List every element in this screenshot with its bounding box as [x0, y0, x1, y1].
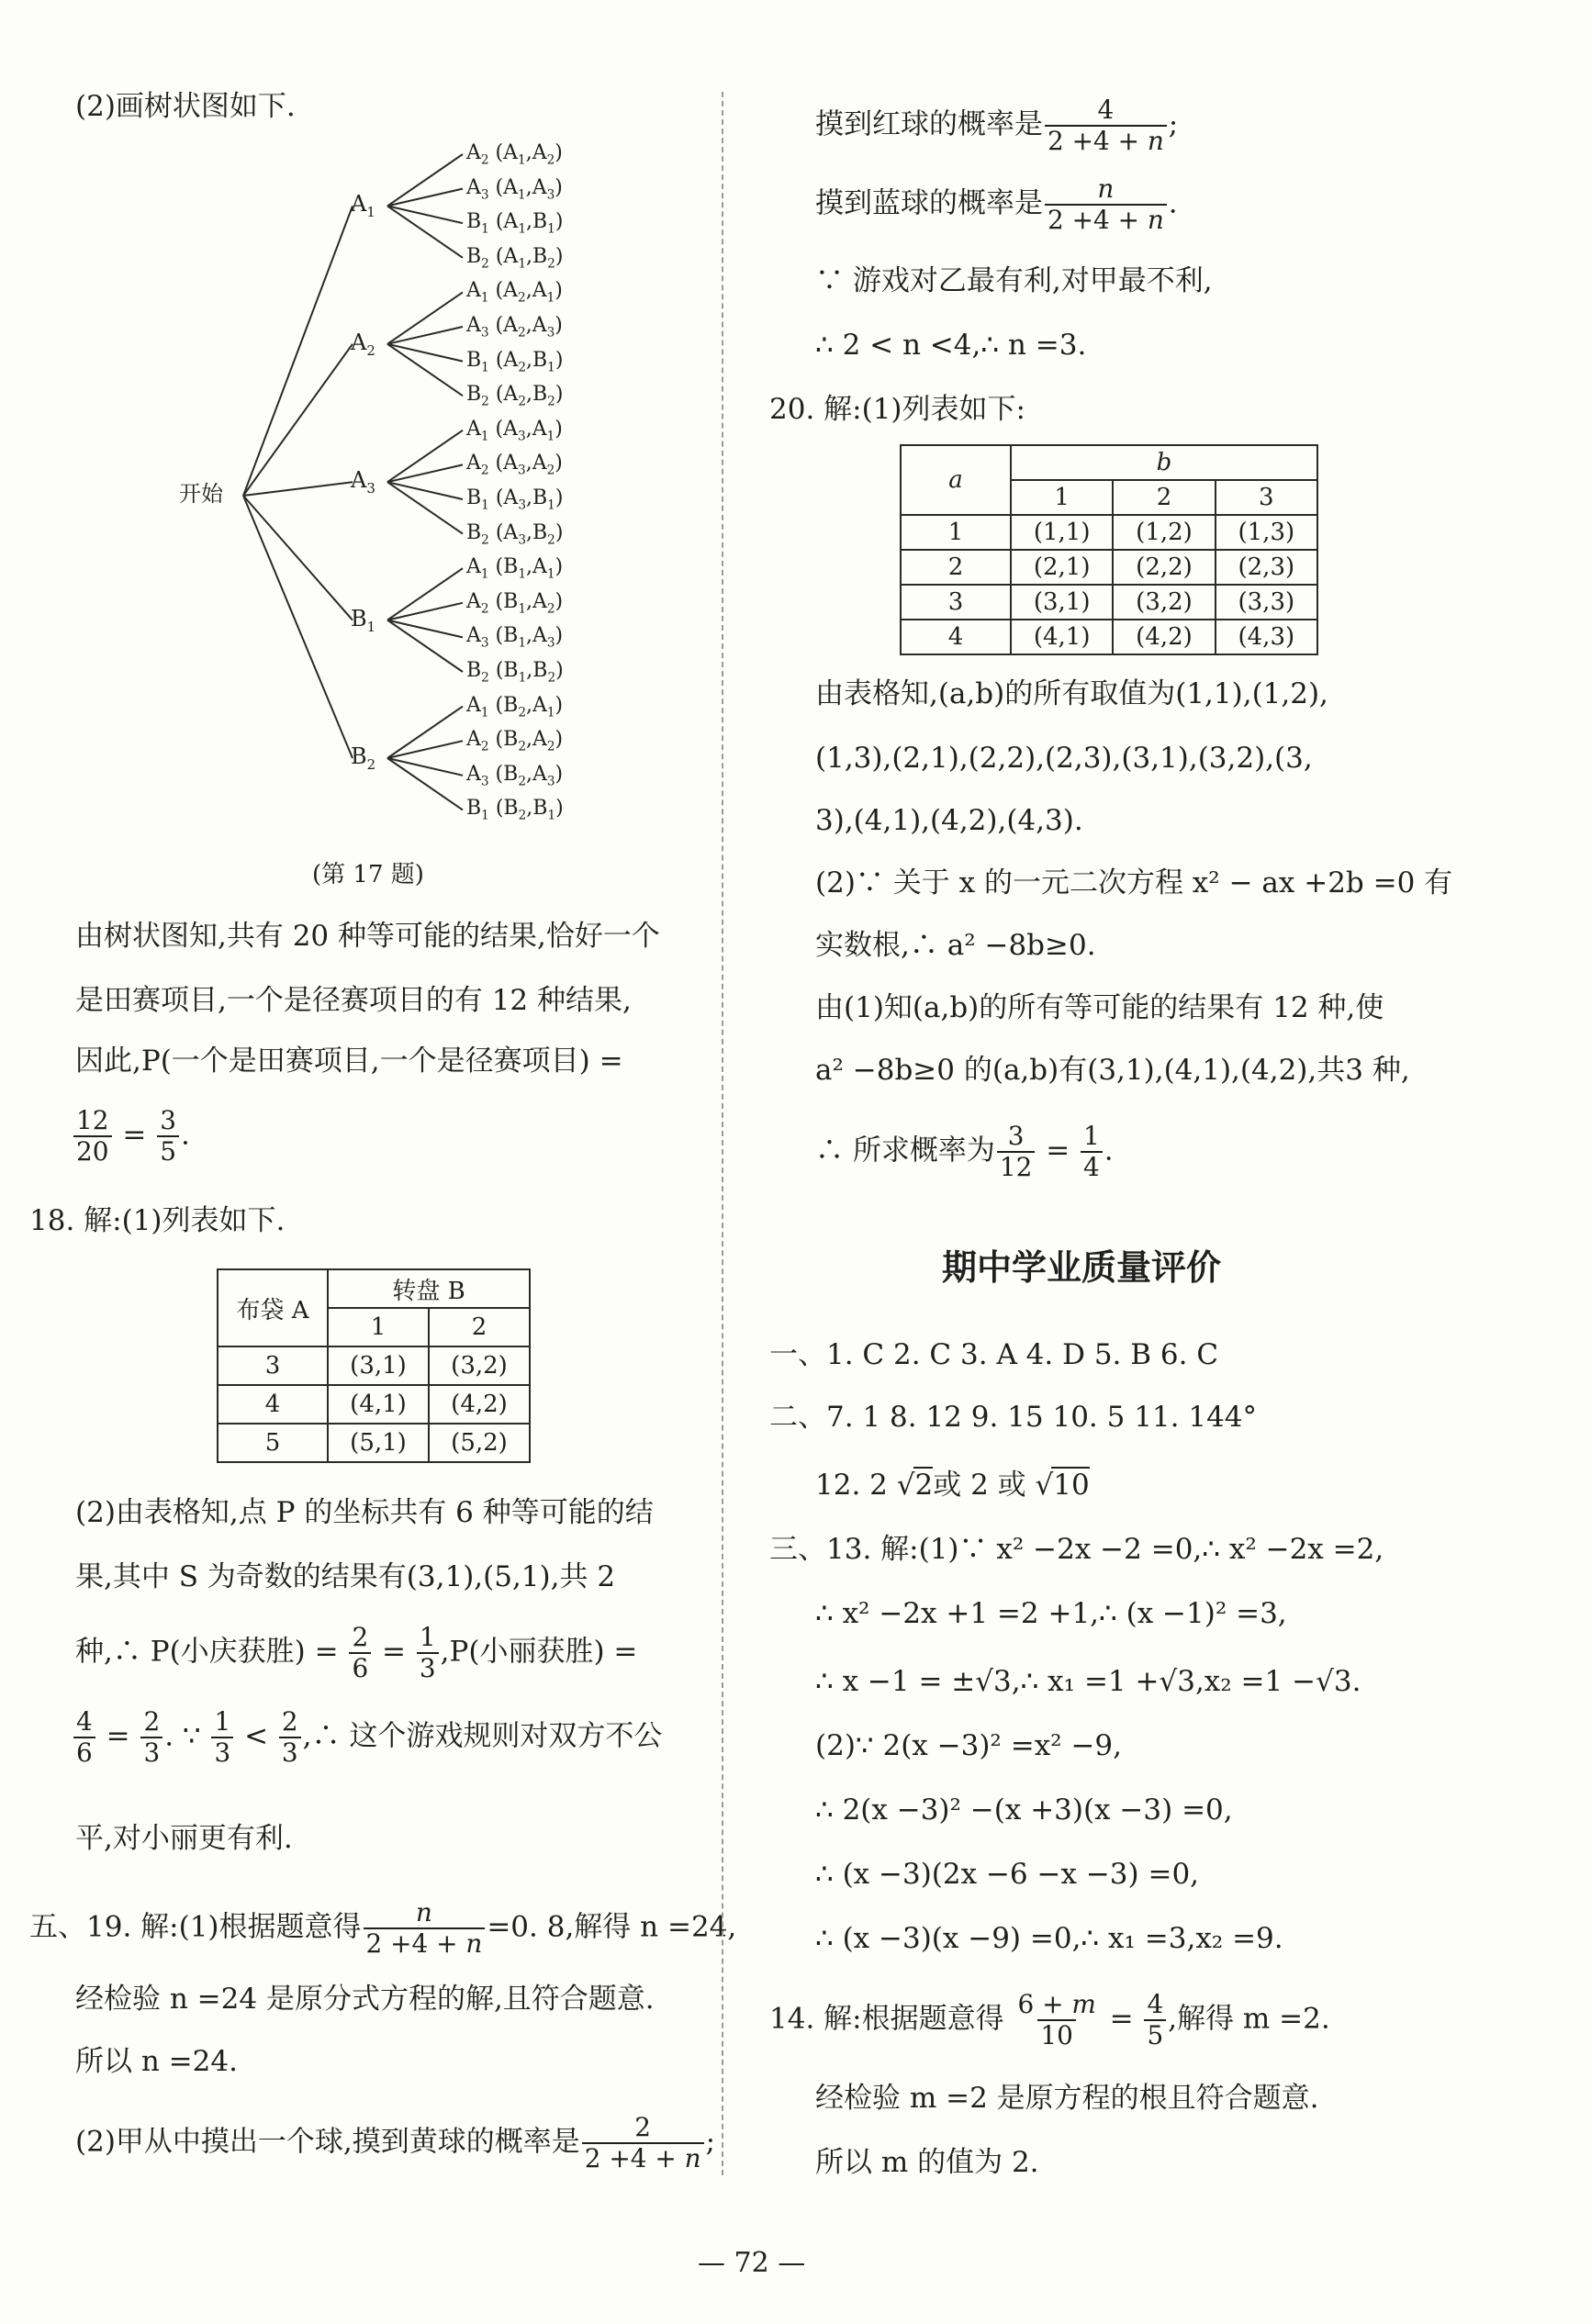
- table-col-header: 1: [328, 1308, 429, 1346]
- column-divider: [722, 92, 723, 2175]
- p18-line3: 种,∴ P(小庆获胜) = $\frac{2}{6}$ = $\frac{1}{3}$ ,P(小丽获胜) =: [75, 1622, 638, 1684]
- p20-line4: (2)∵ 关于 x 的一元二次方程 x² − ax +2b =0 有: [815, 866, 1453, 899]
- p14-line2: 经检验 m =2 是原方程的根且符合题意.: [815, 2082, 1319, 2115]
- p17-result: $\frac{12}{20}$ = $\frac{3}{5}$ .: [72, 1106, 190, 1167]
- tree-leaf: $B_2$ $(A_1,B_2)$: [466, 244, 564, 272]
- tree-branch-line: [243, 206, 353, 496]
- tree-leaf: $A_2$ $(B_2,A_2)$: [466, 728, 564, 754]
- p18-line5: 平,对小丽更有利.: [75, 1822, 293, 1855]
- p20-head: 20. 解:(1)列表如下:: [769, 393, 1025, 426]
- tree-branch-line: [243, 496, 353, 758]
- table-row: 4 (4,1) (4,2): [218, 1385, 530, 1424]
- tree-node: $B_2$: [351, 743, 376, 773]
- p17-line1: 由树状图知,共有 20 种等可能的结果,恰好一个: [75, 920, 660, 953]
- p17-line2: 是田赛项目,一个是径赛项目的有 12 种结果,: [75, 984, 632, 1017]
- tree-leaf: $A_2$ $(B_1,A_2)$: [466, 589, 564, 617]
- answers-2: 二、7. 1 8. 12 9. 15 10. 5 11. 144°: [769, 1401, 1258, 1434]
- r-line3: ∵ 游戏对乙最有利,对甲最不利,: [815, 264, 1213, 297]
- tree-leaf: $B_1$ $(B_2,B_1)$: [466, 797, 564, 823]
- table-row: 2 (2,1) (2,2) (2,3): [901, 550, 1317, 585]
- tree-leaf: $A_2$ $(A_1,A_2)$: [466, 141, 563, 168]
- tree-node: $A_3$: [351, 467, 375, 497]
- tree-leaf: $A_3$ $(B_2,A_3)$: [466, 762, 564, 789]
- p20-line3: 3),(4,1),(4,2),(4,3).: [815, 804, 1083, 837]
- fraction: $\frac{12}{20}$: [73, 1106, 112, 1167]
- table-top-header: b: [1011, 445, 1317, 480]
- fraction: $\frac{3}{5}$: [157, 1106, 179, 1167]
- p18-line1: (2)由表格知,点 P 的坐标共有 6 种等可能的结: [75, 1496, 654, 1529]
- p17-line3: 因此,P(一个是田赛项目,一个是径赛项目) =: [75, 1045, 623, 1078]
- p19-line1: 五、19. 解:(1)根据题意得 $\frac{n}{2 +4 + n}$ =0. 8,解得 n =24,: [29, 1897, 737, 1960]
- tree-leaf: $A_3$ $(A_1,A_3)$: [466, 175, 563, 202]
- tree-leaf: $B_1$ $(A_1,B_1)$: [466, 210, 564, 237]
- answers-1: 一、1. C 2. C 3. A 4. D 5. B 6. C: [769, 1338, 1219, 1371]
- p14-line1: 14. 解:根据题意得 $\frac{6 + m}{10}$ = $\frac{4}{5}$ ,解得 m =2.: [769, 1989, 1330, 2051]
- p18-line4: $\frac{4}{6}$ = $\frac{2}{3}$ . ∵ $\frac{1}{3}$ < $\frac{2}{3}$ ,∴ 这个游戏规则对双方不公: [72, 1707, 662, 1768]
- p19-line2: 经检验 n =24 是原分式方程的解,且符合题意.: [75, 1983, 655, 2016]
- table-row: 1 (1,1) (1,2) (1,3): [901, 515, 1317, 550]
- table-18: [217, 1268, 531, 1463]
- tree-node: $B_1$: [351, 605, 376, 635]
- section-heading: 期中学业质量评价: [942, 1247, 1222, 1288]
- tree-leaf: $A_3$ $(B_1,A_3)$: [466, 624, 564, 651]
- answers-3: 12. 2 √2或 2 或 √10: [815, 1469, 1090, 1502]
- tree-branch-line: [243, 344, 353, 496]
- table-row: 3 (3,1) (3,2) (3,3): [901, 585, 1317, 620]
- r-line1: 摸到红球的概率是 $\frac{4}{2 +4 + n}$ ;: [815, 95, 1179, 157]
- tree-leaf: $A_2$ $(A_3,A_2)$: [466, 452, 563, 478]
- tree-leaf: $A_1$ $(A_3,A_1)$: [466, 417, 563, 444]
- p13-line7: ∴ (x −3)(x −9) =0,∴ x₁ =3,x₂ =9.: [815, 1922, 1283, 1955]
- p13-line2: ∴ x² −2x +1 =2 +1,∴ (x −1)² =3,: [815, 1597, 1287, 1630]
- table-corner: 布袋 A: [218, 1269, 328, 1346]
- p13-line5: ∴ 2(x −3)² −(x +3)(x −3) =0,: [815, 1793, 1233, 1827]
- tree-leaf: $A_3$ $(A_2,A_3)$: [466, 314, 563, 341]
- p17-intro: (2)画树状图如下.: [75, 90, 296, 123]
- p14-line3: 所以 m 的值为 2.: [815, 2146, 1039, 2179]
- p20-line5: 实数根,∴ a² −8b≥0.: [815, 929, 1096, 962]
- tree-caption: (第 17 题): [312, 861, 424, 888]
- table-col-header: 2: [429, 1308, 530, 1346]
- table-row: 5 (5,1) (5,2): [218, 1424, 530, 1462]
- p20-line8: ∴ 所求概率为 $\frac{3}{12}$ = $\frac{1}{4}$ .: [815, 1121, 1114, 1183]
- table-corner: a: [901, 445, 1011, 515]
- tree-leaf: $A_1$ $(B_2,A_1)$: [466, 693, 564, 720]
- p20-line6: 由(1)知(a,b)的所有等可能的结果有 12 种,使: [815, 991, 1384, 1024]
- p13-line1: 三、13. 解:(1)∵ x² −2x −2 =0,∴ x² −2x =2,: [769, 1533, 1384, 1566]
- tree-leaf: $B_2$ $(A_2,B_2)$: [466, 383, 564, 409]
- tree-leaf: $B_2$ $(A_3,B_2)$: [466, 520, 564, 547]
- r-line2: 摸到蓝球的概率是 $\frac{n}{2 +4 + n}$ .: [815, 173, 1178, 236]
- p20-line1: 由表格知,(a,b)的所有取值为(1,1),(1,2),: [815, 677, 1328, 710]
- p19-line4: (2)甲从中摸出一个球,摸到黄球的概率是 $\frac{2}{2 +4 + n}$ ;: [75, 2112, 716, 2174]
- table-row: 4 (4,1) (4,2) (4,3): [901, 620, 1317, 654]
- table-20: a b 1 2 3 1 (1,1) (1,2) (1,3) 2 (2,1) (2,2) (2,3) 3 (3,1) (3,2) (3,3) 4 (4,1) (4,2) (4,3): [900, 444, 1318, 655]
- r-line4: ∴ 2 < n <4,∴ n =3.: [815, 329, 1087, 362]
- p18-line2: 果,其中 S 为奇数的结果有(3,1),(5,1),共 2: [75, 1560, 616, 1593]
- tree-leaf: $A_1$ $(A_2,A_1)$: [466, 279, 563, 306]
- p20-line2: (1,3),(2,1),(2,2),(2,3),(3,1),(3,2),(3,: [815, 742, 1313, 775]
- p13-line6: ∴ (x −3)(2x −6 −x −3) =0,: [815, 1858, 1200, 1891]
- tree-branch-line: [243, 482, 353, 496]
- p13-line4: (2)∵ 2(x −3)² =x² −9,: [815, 1729, 1123, 1762]
- tree-leaf: $A_1$ $(B_1,A_1)$: [466, 555, 564, 582]
- tree-leaf: $B_1$ $(A_3,B_1)$: [466, 486, 564, 513]
- p13-line3: ∴ x −1 = ±√3,∴ x₁ =1 +√3,x₂ =1 −√3.: [815, 1665, 1361, 1698]
- tree-leaf: $B_2$ $(B_1,B_2)$: [466, 659, 564, 686]
- table-top-header: 转盘 B: [328, 1269, 530, 1308]
- p18-head: 18. 解:(1)列表如下.: [29, 1204, 286, 1237]
- p19-line3: 所以 n =24.: [75, 2045, 238, 2078]
- tree-node: $A_2$: [351, 329, 375, 359]
- tree-root: 开始: [179, 481, 223, 507]
- tree-branch-line: [243, 496, 353, 620]
- tree-node: $A_1$: [351, 191, 375, 221]
- page-number: — 72 —: [698, 2247, 806, 2279]
- tree-leaf: $B_1$ $(A_2,B_1)$: [466, 348, 564, 374]
- table-row: 3 (3,1) (3,2): [218, 1346, 530, 1385]
- p20-line7: a² −8b≥0 的(a,b)有(3,1),(4,1),(4,2),共3 种,: [815, 1054, 1410, 1087]
